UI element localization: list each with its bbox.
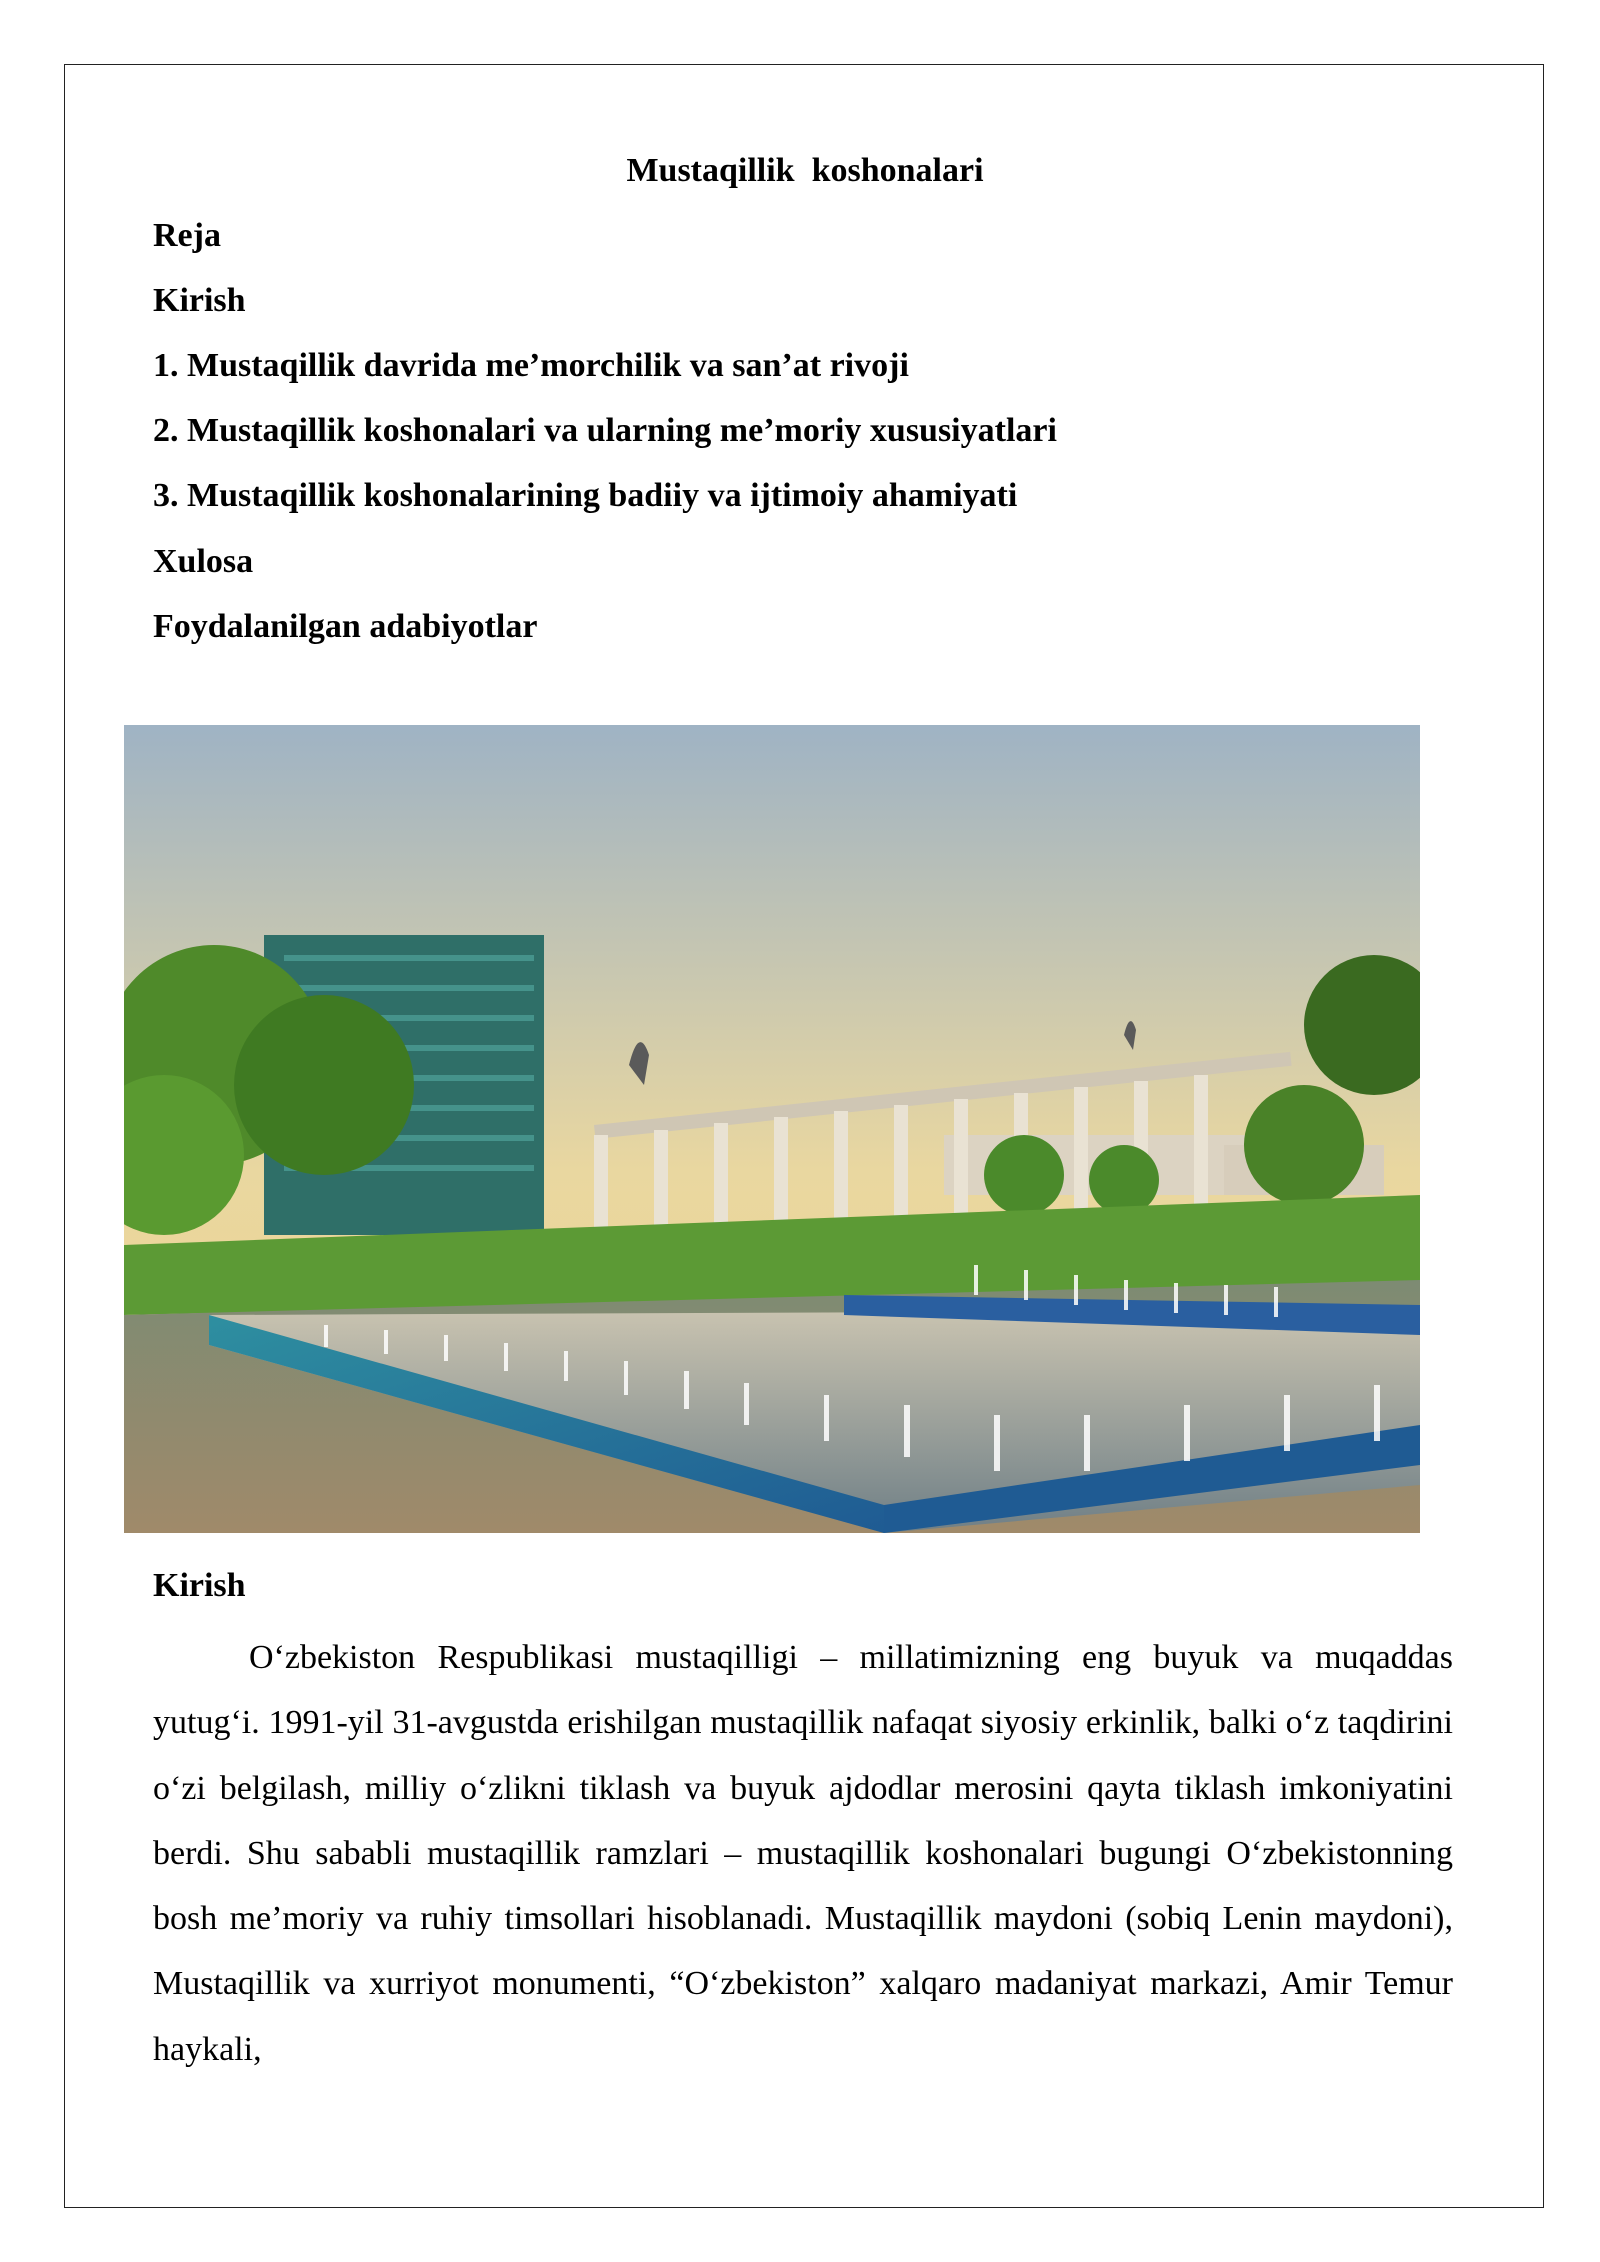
plan-item-3: 3. Mustaqillik koshonalarining badiiy va ijtimoiy ahamiyati bbox=[153, 477, 1018, 514]
plan-heading: Reja bbox=[153, 217, 221, 254]
plan-item-2: 2. Mustaqillik koshonalari va ularning me’moriy xususiyatlari bbox=[153, 412, 1057, 449]
section-heading-intro: Kirish bbox=[153, 1567, 246, 1604]
plan-item-references: Foydalanilgan adabiyotlar bbox=[153, 608, 538, 645]
document-title: Mustaqillik koshonalari bbox=[626, 152, 984, 189]
intro-paragraph: O‘zbekiston Respublikasi mustaqilligi – millatimizning eng buyuk va muqaddas yutug‘i. 1991-yil 31-avgustda erishilgan mustaqillik nafaqat siyosiy erkinlik, balki o‘z taqdirini o‘zi belgilash, milliy o‘zlikni tiklash va buyuk ajdodlar merosini qayta tiklash imkoniyatini berdi. Shu sababli mustaqillik ramzlari – mustaqillik koshonalari bugungi O‘zbekistonning bosh me’moriy va ruhiy timsollari hisoblanadi. Mustaqillik maydoni (sobiq Lenin maydoni), Mustaqillik va xurriyot monumenti, “O‘zbekiston” xalqaro madaniyat markazi, Amir Temur haykali, bbox=[153, 1639, 1453, 2068]
plan-item-conclusion: Xulosa bbox=[153, 543, 254, 580]
plan-item-intro: Kirish bbox=[153, 282, 246, 319]
plan-item-1: 1. Mustaqillik davrida me’morchilik va san’at rivoji bbox=[153, 347, 909, 384]
independence-square-photo bbox=[124, 725, 1420, 1533]
